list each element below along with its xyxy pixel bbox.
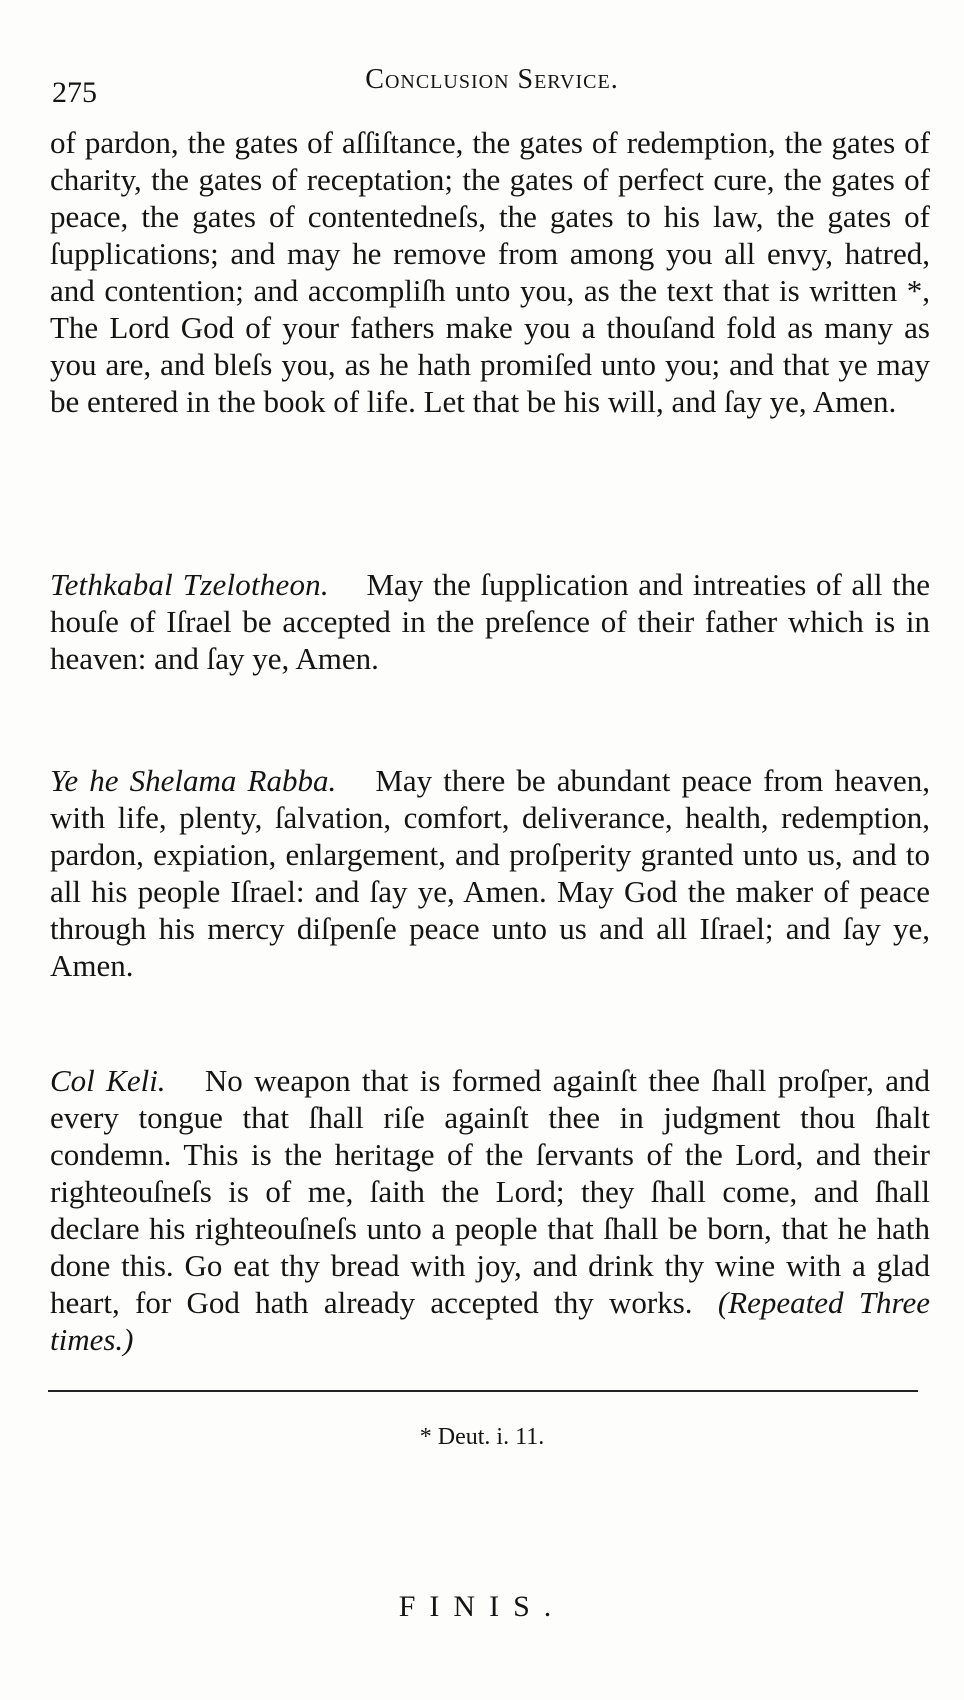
prayer-text: No weapon that is formed againſt thee ſhall proſper, and every tongue that ſhall riſe againſt thee in judgment thou ſhalt condemn. This is the heritage of the ſervants of the Lord, and their righteouſneſs is of me, ſaith the Lord; they ſhall come, and ſhall declare his righteouſneſs unto a people that ſhall be born, that he hath done this. Go eat thy bread with joy, and drink thy wine with a glad heart, for God hath already accepted thy works. [50, 1063, 930, 1320]
prayer-heading: Ye he Shelama Rabba. [50, 763, 337, 798]
prayer-text: May the ſupplication and intreaties of all the houſe of Iſrael be accepted in the preſence of their father which is in heaven: and ſay ye, Amen. [50, 567, 930, 676]
running-head [52, 58, 932, 112]
section-title: Conclusion Service. [365, 64, 619, 95]
continued-paragraph: of pardon, the gates of aſſiſtance, the gates of redemption, the gates of charity, the gates of receptation; the gates of perfect cure, the gates of peace, the gates of contentedneſs, the gates to his law, the gates of ſupplications; and may he remove from among you all envy, hatred, and contention; and accompliſh unto you, as the text that is written *, The Lord God of your fathers make you a thouſand fold as many as you are, and bleſs you, as he hath promiſed unto you; and that ye may be entered in the book of life. Let that be his will, and ſay ye, Amen. [50, 125, 930, 419]
footnote-rule [48, 1390, 918, 1392]
prayer-yehe-shelama [50, 762, 930, 984]
prayer-heading: Col Keli. [50, 1063, 166, 1098]
footnote: * Deut. i. 11. [419, 1424, 545, 1450]
prayer-col-keli [50, 1062, 930, 1358]
finis: FINIS. [398, 1590, 566, 1623]
page-number: 275 [52, 76, 97, 109]
prayer-tethkabal [50, 566, 930, 677]
prayer-text: May there be abundant peace from heaven, with life, plenty, ſalvation, comfort, deliverance, health, redemption, pardon, expiation, enlargement, and proſperity granted unto us, and to all his people Iſrael: and ſay ye, Amen. May God the maker of peace through his mercy diſpenſe peace unto us and all Iſrael; and ſay ye, Amen. [50, 763, 931, 983]
repeat-note: (Repeated Three times.) [50, 1285, 930, 1357]
prayer-heading: Tethkabal Tzelotheon. [50, 567, 329, 602]
